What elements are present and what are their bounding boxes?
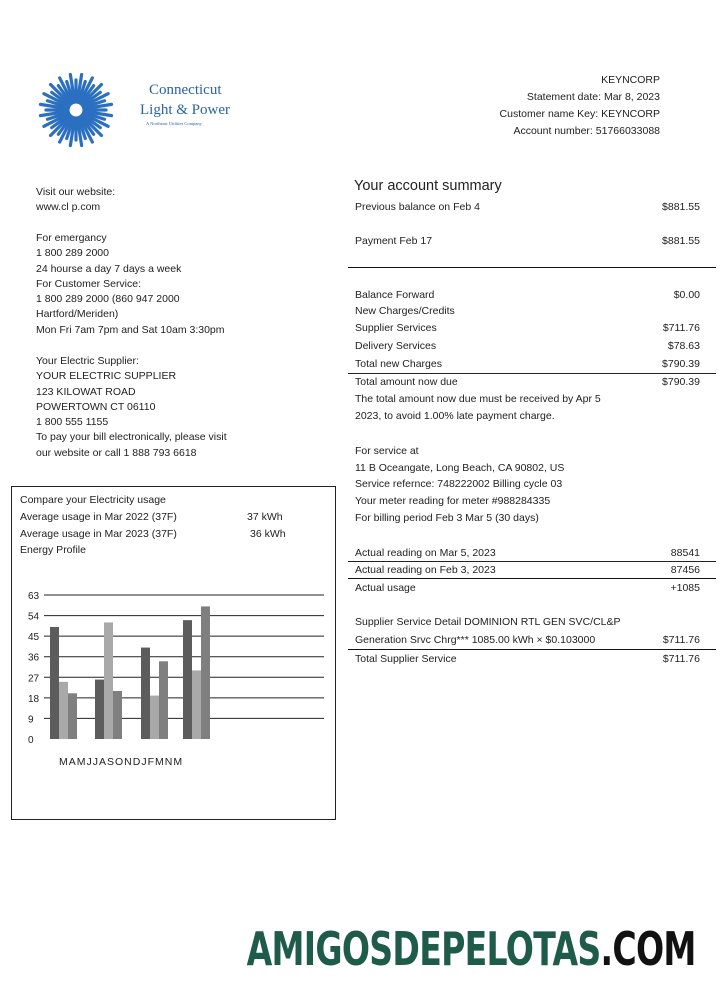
supplier-line: POWERTOWN CT 06110 bbox=[36, 400, 156, 413]
previous-balance-value: $881.55 bbox=[662, 201, 700, 213]
generation-value: $711.76 bbox=[662, 634, 700, 646]
service-line: For billing period Feb 3 Mar 5 (30 days) bbox=[355, 512, 539, 524]
supplier-block bbox=[36, 354, 227, 461]
watermark-suffix: .COM bbox=[600, 922, 696, 976]
reading-row bbox=[355, 562, 700, 578]
y-tick-label: 54 bbox=[28, 611, 40, 623]
service-line: Service refernce: 748222002 Billing cycle 03 bbox=[355, 478, 563, 490]
website-block bbox=[36, 185, 115, 216]
reading-value: +1085 bbox=[670, 582, 700, 594]
charge-row bbox=[355, 356, 700, 372]
bar bbox=[59, 682, 68, 739]
divider bbox=[348, 649, 716, 650]
reading-label: Actual usage bbox=[355, 582, 416, 594]
reading-row bbox=[355, 580, 700, 596]
charge-row bbox=[355, 287, 700, 303]
service-line: 11 B Oceangate, Long Beach, CA 90802, US bbox=[355, 462, 565, 474]
service-line: For service at bbox=[355, 445, 419, 457]
charge-label: Supplier Services bbox=[355, 322, 437, 334]
total-supplier-row bbox=[355, 651, 700, 667]
reading-label: Actual reading on Feb 3, 2023 bbox=[355, 564, 496, 576]
website-label: Visit our website: bbox=[36, 186, 116, 198]
y-tick-label: 45 bbox=[28, 632, 40, 644]
total-supplier-label: Total Supplier Service bbox=[355, 653, 457, 665]
supplier-line: Your Electric Supplier: bbox=[36, 355, 139, 367]
x-tick-labels: MAMJJASONDJFMNM bbox=[59, 756, 184, 768]
total-due-row bbox=[355, 374, 700, 390]
usage-row-label: Average usage in Mar 2022 (37F) bbox=[20, 511, 177, 523]
supplier-detail: Supplier Service Detail DOMINION RTL GEN SVC/CL&P bbox=[355, 616, 621, 628]
logo-line2: Light & Power bbox=[140, 102, 230, 118]
generation-row bbox=[355, 632, 700, 648]
watermark bbox=[247, 922, 696, 976]
usage-title: Compare your Electricity usage bbox=[20, 494, 166, 506]
sunburst-icon bbox=[36, 68, 126, 158]
payment-row bbox=[355, 233, 700, 249]
divider bbox=[348, 267, 716, 268]
emergency-block bbox=[36, 231, 225, 338]
customer-name-key: Customer name Key: KEYNCORP bbox=[499, 108, 660, 120]
divider bbox=[348, 578, 716, 579]
clp-logo bbox=[36, 68, 246, 158]
charge-value: $711.76 bbox=[662, 322, 700, 334]
y-tick-label: 0 bbox=[28, 735, 34, 746]
bar bbox=[159, 661, 168, 739]
charge-label: Delivery Services bbox=[355, 340, 437, 352]
charge-value: $0.00 bbox=[673, 289, 700, 301]
payment-label: Payment Feb 17 bbox=[355, 235, 433, 247]
summary-title: Your account summary bbox=[354, 178, 502, 194]
payment-value: $881.55 bbox=[662, 235, 700, 247]
y-tick-label: 63 bbox=[28, 591, 40, 602]
supplier-line: our website or call 1 888 793 6618 bbox=[36, 446, 197, 459]
bar bbox=[141, 648, 150, 739]
bar bbox=[104, 622, 113, 739]
charge-value: $78.63 bbox=[667, 340, 700, 352]
service-line: Your meter reading for meter #988284335 bbox=[355, 495, 551, 507]
statement-header bbox=[500, 72, 660, 140]
energy-profile-chart bbox=[12, 587, 334, 802]
usage-row-value: 36 kWh bbox=[250, 528, 286, 540]
website-link[interactable]: www.cl p.com bbox=[36, 201, 101, 214]
bar bbox=[68, 693, 77, 739]
charge-label: Total new Charges bbox=[355, 358, 442, 370]
account-number: Account number: 51766033088 bbox=[513, 125, 660, 137]
bar bbox=[201, 606, 210, 739]
statement-date: Statement date: Mar 8, 2023 bbox=[526, 91, 660, 103]
contact-line: For emergancy bbox=[36, 232, 107, 244]
charge-row bbox=[355, 303, 700, 319]
reading-value: 88541 bbox=[670, 547, 700, 559]
notice-line: The total amount now due must be received by Apr 5 bbox=[355, 393, 601, 405]
reading-label: Actual reading on Mar 5, 2023 bbox=[355, 547, 496, 559]
charge-row bbox=[355, 320, 700, 336]
y-tick-label: 27 bbox=[28, 673, 40, 685]
watermark-text: AMIGOSDEPELOTAS bbox=[246, 922, 601, 976]
contact-line: 1 800 289 2000 bbox=[36, 247, 109, 260]
contact-line: 24 hourse a day 7 days a week bbox=[36, 262, 182, 275]
logo-line1: Connecticut bbox=[149, 82, 222, 98]
bar bbox=[113, 691, 122, 739]
bar bbox=[50, 627, 59, 739]
supplier-line: 123 KILOWAT ROAD bbox=[36, 385, 136, 398]
previous-balance-row bbox=[355, 199, 700, 215]
total-supplier-value: $711.76 bbox=[662, 653, 700, 665]
y-tick-label: 18 bbox=[28, 693, 40, 705]
company-name: KEYNCORP bbox=[601, 74, 660, 86]
contact-line: Hartford/Meriden) bbox=[36, 308, 119, 321]
bar bbox=[150, 696, 159, 739]
contact-line: Mon Fri 7am 7pm and Sat 10am 3:30pm bbox=[36, 323, 225, 336]
charge-row bbox=[355, 338, 700, 354]
supplier-line: To pay your bill electronically, please visit bbox=[36, 431, 227, 444]
reading-row bbox=[355, 545, 700, 561]
bar bbox=[183, 620, 192, 739]
notice-line: 2023, to avoid 1.00% late payment charge. bbox=[355, 410, 555, 422]
total-due-value: $790.39 bbox=[662, 376, 700, 388]
y-tick-label: 36 bbox=[28, 652, 40, 664]
supplier-line: 1 800 555 1155 bbox=[36, 416, 109, 429]
logo-tagline: A Northeast Utilities Company bbox=[146, 121, 202, 126]
charge-value: $790.39 bbox=[662, 358, 700, 370]
charge-label: Balance Forward bbox=[355, 289, 435, 301]
usage-row-label: Average usage in Mar 2023 (37F) bbox=[20, 528, 177, 540]
generation-label: Generation Srvc Chrg*** 1085.00 kWh × $0.103000 bbox=[355, 634, 596, 646]
y-tick-label: 9 bbox=[28, 714, 34, 726]
supplier-line: YOUR ELECTRIC SUPPLIER bbox=[36, 370, 177, 383]
contact-line: For Customer Service: bbox=[36, 277, 142, 290]
energy-profile-label: Energy Profile bbox=[20, 544, 86, 556]
usage-comparison-box bbox=[11, 486, 336, 820]
contact-line: 1 800 289 2000 (860 947 2000 bbox=[36, 293, 180, 306]
charge-label: New Charges/Credits bbox=[355, 305, 455, 317]
bar bbox=[95, 680, 104, 739]
total-due-label: Total amount now due bbox=[355, 376, 458, 388]
bar bbox=[192, 670, 201, 739]
usage-row-value: 37 kWh bbox=[247, 511, 283, 523]
reading-value: 87456 bbox=[670, 564, 700, 576]
previous-balance-label: Previous balance on Feb 4 bbox=[355, 201, 480, 213]
